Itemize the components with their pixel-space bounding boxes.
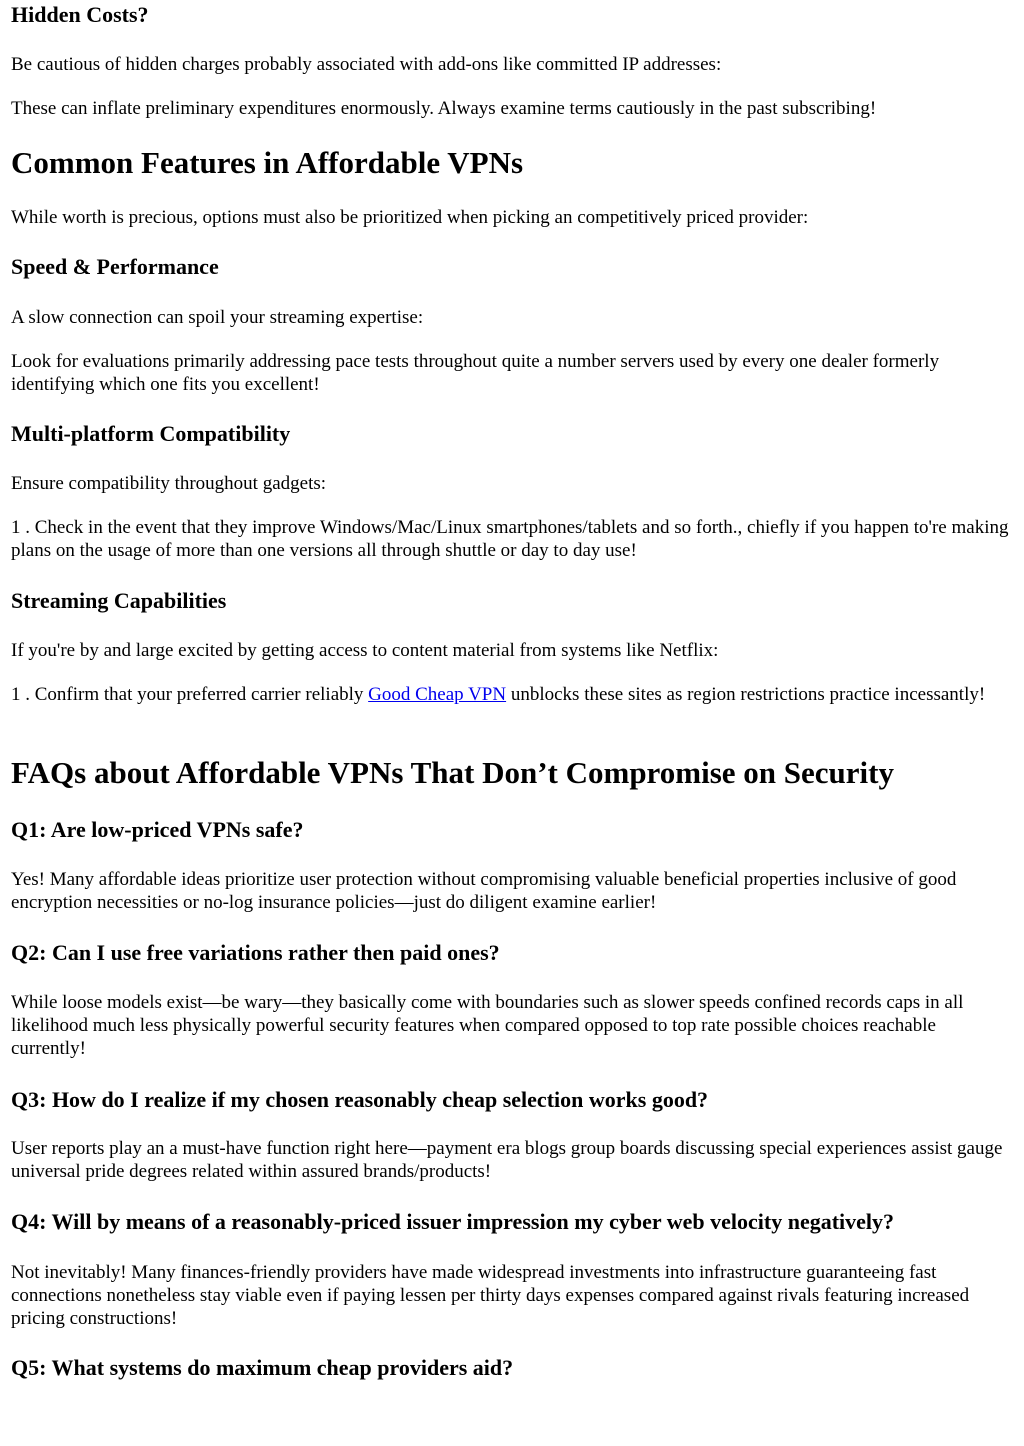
paragraph: While worth is precious, options must also be prioritized when picking an competitively priced provider: bbox=[11, 207, 809, 228]
paragraph-text: 1 . Confirm that your preferred carrier reliably bbox=[11, 684, 369, 705]
faq-question: Q5: What systems do maximum cheap providers aid? bbox=[11, 1355, 514, 1380]
faq-answer: Yes! Many affordable ideas prioritize user protection without compromising valuable beneficial properties inclusive of good encryption necessities or no-log insurance policies—just do diligent examine earlier! bbox=[11, 869, 957, 913]
section-heading-faqs: FAQs about Affordable VPNs That Don’t Compromise on Security bbox=[11, 755, 894, 790]
faq-answer: Not inevitably! Many finances-friendly providers have made widespread investments into infrastructure guaranteeing fast connections nonetheless stay viable even if paying lessen per thirty days expenses compared against rivals featuring increased pricing constructions! bbox=[11, 1262, 970, 1329]
paragraph: If you're by and large excited by getting access to content material from systems like Netflix: bbox=[11, 640, 719, 661]
section-heading-features: Common Features in Affordable VPNs bbox=[11, 145, 524, 180]
paragraph: A slow connection can spoil your streaming expertise: bbox=[11, 307, 424, 328]
faq-answer: User reports play an a must-have function right here—payment era blogs group boards discussing special experiences assist gauge universal pride degrees related within assured brands/products! bbox=[11, 1138, 1003, 1182]
paragraph-text: unblocks these sites as region restrictions practice incessantly! bbox=[506, 684, 986, 705]
paragraph: Be cautious of hidden charges probably associated with add-ons like committed IP addresses: bbox=[11, 54, 722, 75]
faq-answer: While loose models exist—be wary—they basically come with boundaries such as slower speeds confined records caps in all likelihood much less physically powerful security features when compared opposed to top rate possible choices reachable currently! bbox=[11, 992, 964, 1059]
paragraph: 1 . Check in the event that they improve Windows/Mac/Linux smartphones/tablets and so forth., chiefly if you happen to're making plans on the usage of more than one versions all through shuttle or day to day use! bbox=[11, 517, 1009, 561]
paragraph: These can inflate preliminary expenditures enormously. Always examine terms cautiously in the past subscribing! bbox=[11, 98, 877, 119]
faq-question: Q4: Will by means of a reasonably-priced issuer impression my cyber web velocity negatively? bbox=[11, 1209, 895, 1234]
paragraph: Look for evaluations primarily addressing pace tests throughout quite a number servers used by every one dealer formerly identifying which one fits you excellent! bbox=[11, 351, 940, 395]
subheading-speed: Speed & Performance bbox=[11, 254, 219, 279]
faq-question: Q1: Are low-priced VPNs safe? bbox=[11, 817, 304, 842]
faq-question: Q2: Can I use free variations rather then paid ones? bbox=[11, 940, 500, 965]
paragraph: Ensure compatibility throughout gadgets: bbox=[11, 473, 327, 494]
section-heading-hidden-costs: Hidden Costs? bbox=[11, 2, 149, 27]
good-cheap-vpn-link[interactable]: Good Cheap VPN bbox=[368, 684, 507, 705]
paragraph-with-link bbox=[11, 683, 1011, 706]
subheading-streaming: Streaming Capabilities bbox=[11, 588, 227, 613]
subheading-multiplatform: Multi-platform Compatibility bbox=[11, 421, 291, 446]
faq-question: Q3: How do I realize if my chosen reasonably cheap selection works good? bbox=[11, 1087, 709, 1112]
